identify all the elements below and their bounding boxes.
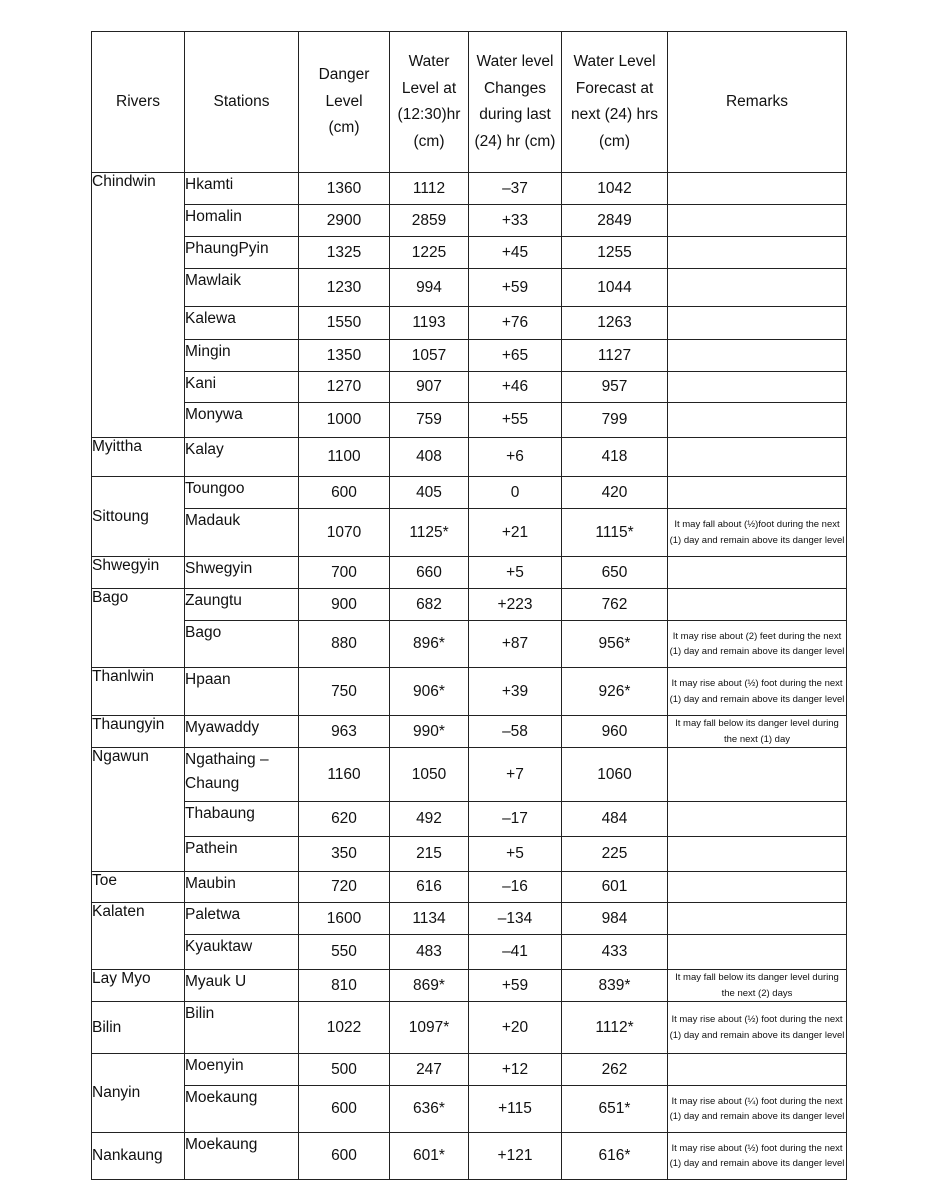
level-change-cell: +45 bbox=[469, 237, 562, 269]
danger-level-cell: 1600 bbox=[299, 903, 390, 935]
level-change-cell: +59 bbox=[469, 970, 562, 1002]
station-name: Kalay bbox=[185, 438, 299, 477]
water-level-cell: 405 bbox=[390, 477, 469, 509]
header-water-level: Water Level at (12:30)hr (cm) bbox=[390, 32, 469, 173]
station-name: Kani bbox=[185, 372, 299, 403]
header-rivers: Rivers bbox=[92, 32, 185, 173]
header-remarks: Remarks bbox=[668, 32, 847, 173]
table-row bbox=[92, 1054, 847, 1086]
river-name: Thanlwin bbox=[92, 668, 185, 716]
remarks-cell bbox=[668, 1054, 847, 1086]
level-change-cell: +39 bbox=[469, 668, 562, 716]
forecast-cell: 1263 bbox=[562, 307, 668, 340]
water-level-cell: 636* bbox=[390, 1086, 469, 1133]
station-name: Kyauktaw bbox=[185, 935, 299, 970]
water-level-cell: 759 bbox=[390, 403, 469, 438]
table-row bbox=[92, 477, 847, 509]
river-name: Myittha bbox=[92, 438, 185, 477]
remarks-cell: It may rise about (½) foot during the next (1) day and remain above its danger level bbox=[668, 1002, 847, 1054]
water-level-cell: 408 bbox=[390, 438, 469, 477]
river-name: Nanyin bbox=[92, 1054, 185, 1133]
station-name: Kalewa bbox=[185, 307, 299, 340]
remarks-cell bbox=[668, 802, 847, 837]
water-level-cell: 1125* bbox=[390, 509, 469, 557]
remarks-cell: It may rise about (½) foot during the next (1) day and remain above its danger level bbox=[668, 668, 847, 716]
water-level-cell: 907 bbox=[390, 372, 469, 403]
station-name: Mingin bbox=[185, 340, 299, 372]
danger-level-cell: 600 bbox=[299, 1133, 390, 1180]
river-name: Ngawun bbox=[92, 748, 185, 872]
header-water-level-changes: Water level Changes during last (24) hr (cm) bbox=[469, 32, 562, 173]
remarks-cell: It may fall below its danger level during the next (1) day bbox=[668, 716, 847, 748]
danger-level-cell: 500 bbox=[299, 1054, 390, 1086]
danger-level-cell: 600 bbox=[299, 1086, 390, 1133]
remarks-cell bbox=[668, 748, 847, 802]
station-name: Mawlaik bbox=[185, 269, 299, 307]
station-name: Monywa bbox=[185, 403, 299, 438]
forecast-cell: 262 bbox=[562, 1054, 668, 1086]
forecast-cell: 420 bbox=[562, 477, 668, 509]
water-level-cell: 2859 bbox=[390, 205, 469, 237]
level-change-cell: +115 bbox=[469, 1086, 562, 1133]
river-name: Kalaten bbox=[92, 903, 185, 970]
station-name: Ngathaing – Chaung bbox=[185, 748, 299, 802]
forecast-cell: 762 bbox=[562, 589, 668, 621]
river-name: Lay Myo bbox=[92, 970, 185, 1002]
table-row bbox=[92, 438, 847, 477]
danger-level-cell: 1350 bbox=[299, 340, 390, 372]
forecast-cell: 616* bbox=[562, 1133, 668, 1180]
table-row bbox=[92, 1086, 847, 1133]
station-name: Bago bbox=[185, 621, 299, 668]
danger-level-cell: 750 bbox=[299, 668, 390, 716]
level-change-cell: +20 bbox=[469, 1002, 562, 1054]
water-level-cell: 1193 bbox=[390, 307, 469, 340]
remarks-cell: It may rise about (2) feet during the next (1) day and remain above its danger level bbox=[668, 621, 847, 668]
river-name: Sittoung bbox=[92, 477, 185, 557]
remarks-cell: It may rise about (½) foot during the next (1) day and remain above its danger level bbox=[668, 1133, 847, 1180]
table-row bbox=[92, 802, 847, 837]
remarks-cell bbox=[668, 307, 847, 340]
water-level-cell: 1057 bbox=[390, 340, 469, 372]
header-danger-level: Danger Level (cm) bbox=[299, 32, 390, 173]
water-level-cell: 483 bbox=[390, 935, 469, 970]
header-forecast: Water Level Forecast at next (24) hrs (cm) bbox=[562, 32, 668, 173]
level-change-cell: +121 bbox=[469, 1133, 562, 1180]
remarks-cell bbox=[668, 589, 847, 621]
danger-level-cell: 620 bbox=[299, 802, 390, 837]
table-row bbox=[92, 307, 847, 340]
river-name: Toe bbox=[92, 872, 185, 903]
water-level-cell: 906* bbox=[390, 668, 469, 716]
remarks-cell: It may fall below its danger level during the next (2) days bbox=[668, 970, 847, 1002]
water-level-cell: 215 bbox=[390, 837, 469, 872]
level-change-cell: +65 bbox=[469, 340, 562, 372]
water-level-cell: 994 bbox=[390, 269, 469, 307]
forecast-cell: 839* bbox=[562, 970, 668, 1002]
station-name: Shwegyin bbox=[185, 557, 299, 589]
danger-level-cell: 1325 bbox=[299, 237, 390, 269]
danger-level-cell: 1550 bbox=[299, 307, 390, 340]
station-name: Madauk bbox=[185, 509, 299, 557]
remarks-cell bbox=[668, 557, 847, 589]
level-change-cell: +12 bbox=[469, 1054, 562, 1086]
water-level-cell: 616 bbox=[390, 872, 469, 903]
danger-level-cell: 1070 bbox=[299, 509, 390, 557]
remarks-cell: It may rise about (¼) foot during the next (1) day and remain above its danger level bbox=[668, 1086, 847, 1133]
table-row bbox=[92, 1002, 847, 1054]
remarks-cell bbox=[668, 269, 847, 307]
station-name: Maubin bbox=[185, 872, 299, 903]
forecast-cell: 484 bbox=[562, 802, 668, 837]
danger-level-cell: 2900 bbox=[299, 205, 390, 237]
level-change-cell: +33 bbox=[469, 205, 562, 237]
forecast-cell: 799 bbox=[562, 403, 668, 438]
forecast-cell: 651* bbox=[562, 1086, 668, 1133]
station-name: Moekaung bbox=[185, 1086, 299, 1133]
table-row bbox=[92, 509, 847, 557]
station-name: Homalin bbox=[185, 205, 299, 237]
danger-level-cell: 720 bbox=[299, 872, 390, 903]
remarks-cell bbox=[668, 372, 847, 403]
table-row bbox=[92, 205, 847, 237]
danger-level-cell: 880 bbox=[299, 621, 390, 668]
forecast-cell: 650 bbox=[562, 557, 668, 589]
river-name: Bilin bbox=[92, 1002, 185, 1054]
danger-level-cell: 963 bbox=[299, 716, 390, 748]
table-row bbox=[92, 557, 847, 589]
header-row bbox=[92, 32, 847, 173]
forecast-cell: 1115* bbox=[562, 509, 668, 557]
remarks-cell: It may fall about (½)foot during the next (1) day and remain above its danger level bbox=[668, 509, 847, 557]
water-level-table bbox=[91, 31, 847, 1180]
level-change-cell: +21 bbox=[469, 509, 562, 557]
level-change-cell: +223 bbox=[469, 589, 562, 621]
danger-level-cell: 1000 bbox=[299, 403, 390, 438]
river-name: Nankaung bbox=[92, 1133, 185, 1180]
remarks-cell bbox=[668, 438, 847, 477]
forecast-cell: 1060 bbox=[562, 748, 668, 802]
remarks-cell bbox=[668, 903, 847, 935]
station-name: Hpaan bbox=[185, 668, 299, 716]
danger-level-cell: 1022 bbox=[299, 1002, 390, 1054]
table-row bbox=[92, 716, 847, 748]
danger-level-cell: 550 bbox=[299, 935, 390, 970]
river-name: Bago bbox=[92, 589, 185, 668]
level-change-cell: –58 bbox=[469, 716, 562, 748]
table-row bbox=[92, 237, 847, 269]
water-level-cell: 1225 bbox=[390, 237, 469, 269]
forecast-cell: 433 bbox=[562, 935, 668, 970]
river-name: Thaungyin bbox=[92, 716, 185, 748]
station-name: Hkamti bbox=[185, 173, 299, 205]
river-name: Shwegyin bbox=[92, 557, 185, 589]
table-row bbox=[92, 340, 847, 372]
table-row bbox=[92, 970, 847, 1002]
table-row bbox=[92, 621, 847, 668]
table-row bbox=[92, 173, 847, 205]
forecast-cell: 1255 bbox=[562, 237, 668, 269]
station-name: Moekaung bbox=[185, 1133, 299, 1180]
water-level-cell: 1134 bbox=[390, 903, 469, 935]
water-level-cell: 896* bbox=[390, 621, 469, 668]
table-row bbox=[92, 403, 847, 438]
level-change-cell: +5 bbox=[469, 837, 562, 872]
remarks-cell bbox=[668, 872, 847, 903]
forecast-cell: 1112* bbox=[562, 1002, 668, 1054]
water-level-cell: 1097* bbox=[390, 1002, 469, 1054]
water-level-cell: 660 bbox=[390, 557, 469, 589]
danger-level-cell: 600 bbox=[299, 477, 390, 509]
remarks-cell bbox=[668, 935, 847, 970]
table-row bbox=[92, 872, 847, 903]
level-change-cell: –17 bbox=[469, 802, 562, 837]
forecast-cell: 225 bbox=[562, 837, 668, 872]
level-change-cell: –37 bbox=[469, 173, 562, 205]
table-row bbox=[92, 903, 847, 935]
station-name: Zaungtu bbox=[185, 589, 299, 621]
forecast-cell: 418 bbox=[562, 438, 668, 477]
danger-level-cell: 1360 bbox=[299, 173, 390, 205]
table-row bbox=[92, 748, 847, 802]
station-name: Thabaung bbox=[185, 802, 299, 837]
station-name: Myauk U bbox=[185, 970, 299, 1002]
remarks-cell bbox=[668, 403, 847, 438]
header-stations: Stations bbox=[185, 32, 299, 173]
level-change-cell: +7 bbox=[469, 748, 562, 802]
water-level-cell: 492 bbox=[390, 802, 469, 837]
level-change-cell: 0 bbox=[469, 477, 562, 509]
table-row bbox=[92, 837, 847, 872]
table-row bbox=[92, 1133, 847, 1180]
level-change-cell: +5 bbox=[469, 557, 562, 589]
level-change-cell: +87 bbox=[469, 621, 562, 668]
remarks-cell bbox=[668, 173, 847, 205]
remarks-cell bbox=[668, 237, 847, 269]
forecast-cell: 1042 bbox=[562, 173, 668, 205]
forecast-cell: 1044 bbox=[562, 269, 668, 307]
danger-level-cell: 1160 bbox=[299, 748, 390, 802]
station-name: Paletwa bbox=[185, 903, 299, 935]
level-change-cell: –16 bbox=[469, 872, 562, 903]
water-level-cell: 247 bbox=[390, 1054, 469, 1086]
remarks-cell bbox=[668, 340, 847, 372]
level-change-cell: +46 bbox=[469, 372, 562, 403]
water-level-cell: 1050 bbox=[390, 748, 469, 802]
level-change-cell: +59 bbox=[469, 269, 562, 307]
forecast-cell: 2849 bbox=[562, 205, 668, 237]
forecast-cell: 1127 bbox=[562, 340, 668, 372]
water-level-cell: 601* bbox=[390, 1133, 469, 1180]
level-change-cell: +55 bbox=[469, 403, 562, 438]
forecast-cell: 957 bbox=[562, 372, 668, 403]
water-level-cell: 990* bbox=[390, 716, 469, 748]
forecast-cell: 984 bbox=[562, 903, 668, 935]
danger-level-cell: 350 bbox=[299, 837, 390, 872]
table-row bbox=[92, 668, 847, 716]
table-row bbox=[92, 269, 847, 307]
level-change-cell: +6 bbox=[469, 438, 562, 477]
station-name: Toungoo bbox=[185, 477, 299, 509]
station-name: Moenyin bbox=[185, 1054, 299, 1086]
forecast-cell: 960 bbox=[562, 716, 668, 748]
station-name: Pathein bbox=[185, 837, 299, 872]
danger-level-cell: 1230 bbox=[299, 269, 390, 307]
table-body bbox=[92, 173, 847, 1180]
danger-level-cell: 900 bbox=[299, 589, 390, 621]
remarks-cell bbox=[668, 837, 847, 872]
remarks-cell bbox=[668, 477, 847, 509]
forecast-cell: 926* bbox=[562, 668, 668, 716]
station-name: Bilin bbox=[185, 1002, 299, 1054]
level-change-cell: –134 bbox=[469, 903, 562, 935]
table-row bbox=[92, 935, 847, 970]
water-level-cell: 682 bbox=[390, 589, 469, 621]
danger-level-cell: 1100 bbox=[299, 438, 390, 477]
table-row bbox=[92, 589, 847, 621]
level-change-cell: +76 bbox=[469, 307, 562, 340]
level-change-cell: –41 bbox=[469, 935, 562, 970]
forecast-cell: 601 bbox=[562, 872, 668, 903]
danger-level-cell: 1270 bbox=[299, 372, 390, 403]
forecast-cell: 956* bbox=[562, 621, 668, 668]
danger-level-cell: 700 bbox=[299, 557, 390, 589]
river-name: Chindwin bbox=[92, 173, 185, 438]
station-name: PhaungPyin bbox=[185, 237, 299, 269]
remarks-cell bbox=[668, 205, 847, 237]
water-level-cell: 869* bbox=[390, 970, 469, 1002]
station-name: Myawaddy bbox=[185, 716, 299, 748]
water-level-cell: 1112 bbox=[390, 173, 469, 205]
danger-level-cell: 810 bbox=[299, 970, 390, 1002]
table-row bbox=[92, 372, 847, 403]
